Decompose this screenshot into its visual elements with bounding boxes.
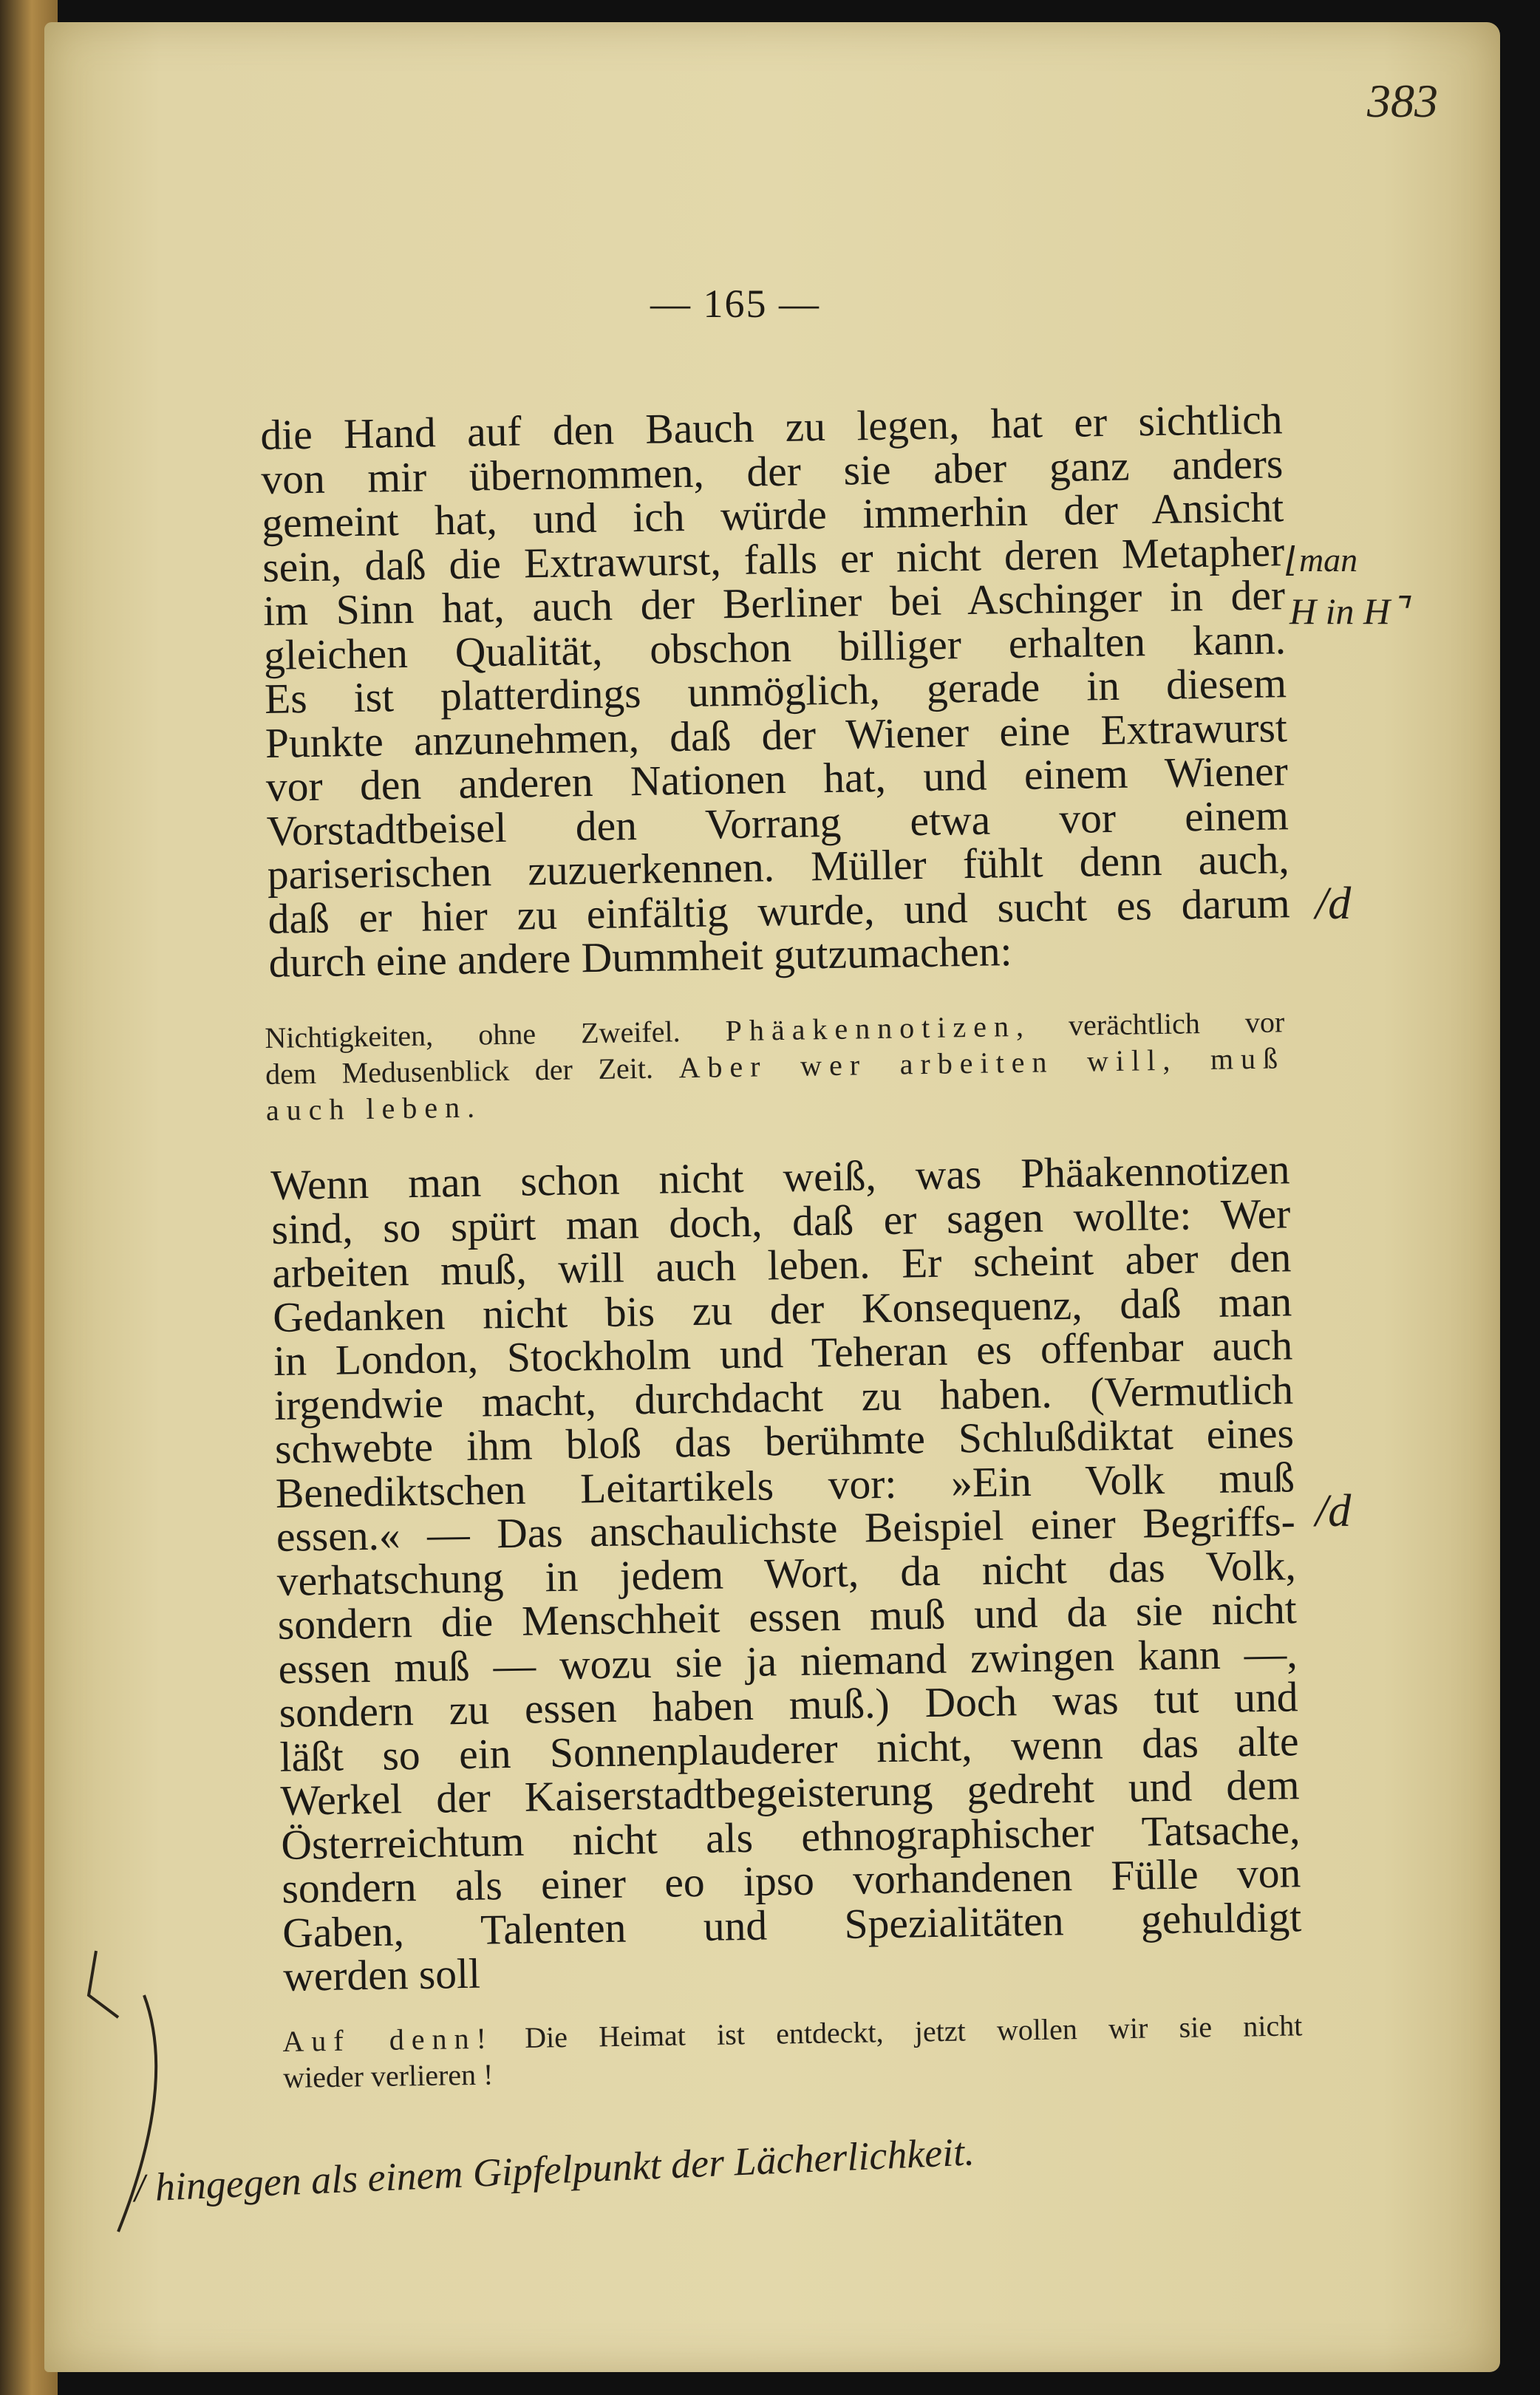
text-line: vor den anderen Nationen hat, und einem Wiener (265, 748, 1289, 811)
margin-note-1: ⌊man (1286, 541, 1358, 579)
paragraph-1 (260, 398, 1291, 985)
paragraph-2 (270, 1148, 1303, 1999)
text-line: essen muß — wozu sie ja niemand zwingen kann —, (278, 1629, 1298, 1693)
text-line: daß er hier zu einfältig wurde, und sucht es darum (268, 879, 1291, 943)
text-line: läßt so ein Sonnenplauderer nicht, wenn das alte (279, 1717, 1299, 1781)
text-line: arbeiten muß, will auch leben. Er scheint aber den (271, 1234, 1292, 1297)
text-line: pariserischen zuzuerkennen. Müller fühlt denn auch, (267, 836, 1290, 899)
quote-segment: wieder verlieren ! (282, 2057, 494, 2094)
text-line: in London, Stockholm und Teheran es offenbar auch (273, 1322, 1293, 1385)
quote-segment: Auf denn! (282, 2021, 494, 2058)
text-line: sondern zu essen haben muß.) Doch was tut und (279, 1674, 1299, 1737)
text-line: die Hand auf den Bauch zu legen, hat er sichtlich (259, 396, 1283, 459)
text-line: werden soll (282, 1950, 481, 2000)
text-line: Wenn man schon nicht weiß, was Phäakennotizen (270, 1146, 1290, 1209)
text-line: durch eine andere Dummheit gutzumachen: (268, 928, 1012, 987)
text-line: Gaben, Talenten und Spezialitäten gehuldigt (282, 1893, 1302, 1957)
margin-note-4: /d (1315, 1486, 1352, 1536)
quote-segment: Aber wer arbeiten will, muß (678, 1041, 1286, 1085)
margin-note-5: / hingegen als einem Gipfelpunkt der Lächerlichkeit. (133, 2129, 975, 2210)
text-line: irgendwie macht, durchdacht zu haben. (Vermutlich (273, 1366, 1294, 1429)
text-line: von mir übernommen, der sie aber ganz anders (260, 440, 1284, 503)
text-line: verhatschung in jedem Wort, da nicht das Volk, (276, 1541, 1297, 1605)
margin-note-2: H in H⌝ (1289, 590, 1408, 632)
text-line: im Sinn hat, auch der Berliner bei Aschinger in der (262, 572, 1286, 635)
text-line: gleichen Qualität, obschon billiger erhalten kann. (263, 616, 1287, 679)
text-line: sein, daß die Extrawurst, falls er nicht deren Metapher (262, 528, 1285, 591)
text-line: schwebte ihm bloß das berühmte Schlußdiktat eines (274, 1410, 1295, 1473)
text-line: Es ist platterdings unmöglich, gerade in diesem (264, 660, 1287, 723)
text-line: sondern die Menschheit essen muß und da sie nicht (277, 1586, 1298, 1649)
quote-segment: auch leben. (265, 1090, 483, 1127)
block-quote-1 (265, 1004, 1286, 1128)
quote-segment: Die Heimat ist entdeckt, jetzt wollen wir sie nicht (493, 2009, 1303, 2055)
text-line: Punkte anzunehmen, daß der Wiener eine Extrawurst (265, 703, 1288, 767)
quote-segment: Nichtigkeiten, ohne Zweifel. (265, 1014, 726, 1055)
quote-segment: dem Medusenblick der Zeit. (265, 1051, 679, 1091)
quote-segment: Phäakennotizen (725, 1009, 1017, 1048)
text-line: gemeint hat, und ich würde immerhin der Ansicht (261, 484, 1284, 547)
folio-number: 383 (1367, 75, 1438, 127)
text-line: sind, so spürt man doch, daß er sagen wollte: Wer (270, 1190, 1291, 1253)
margin-note-3: /d (1315, 879, 1352, 929)
text-line: Benediktschen Leitartikels vor: »Ein Volk muß (275, 1454, 1295, 1517)
text-line: essen.« — Das anschaulichste Beispiel einer Begriffs- (276, 1498, 1296, 1561)
page-number: — 165 — (650, 282, 820, 326)
margin-bracket-mark (74, 1936, 192, 2246)
text-line: Gedanken nicht bis zu der Konsequenz, daß man (272, 1278, 1292, 1341)
quote-segment: , verächtlich vor (1015, 1005, 1285, 1043)
text-line: Werkel der Kaiserstadtbegeisterung gedreht und dem (280, 1762, 1300, 1825)
text-line: Österreichtum nicht als ethnographischer Tatsache, (280, 1805, 1301, 1869)
text-line: Vorstadtbeisel den Vorrang etwa vor einem (266, 791, 1289, 855)
text-line: sondern als einer eo ipso vorhandenen Fülle von (281, 1850, 1301, 1912)
